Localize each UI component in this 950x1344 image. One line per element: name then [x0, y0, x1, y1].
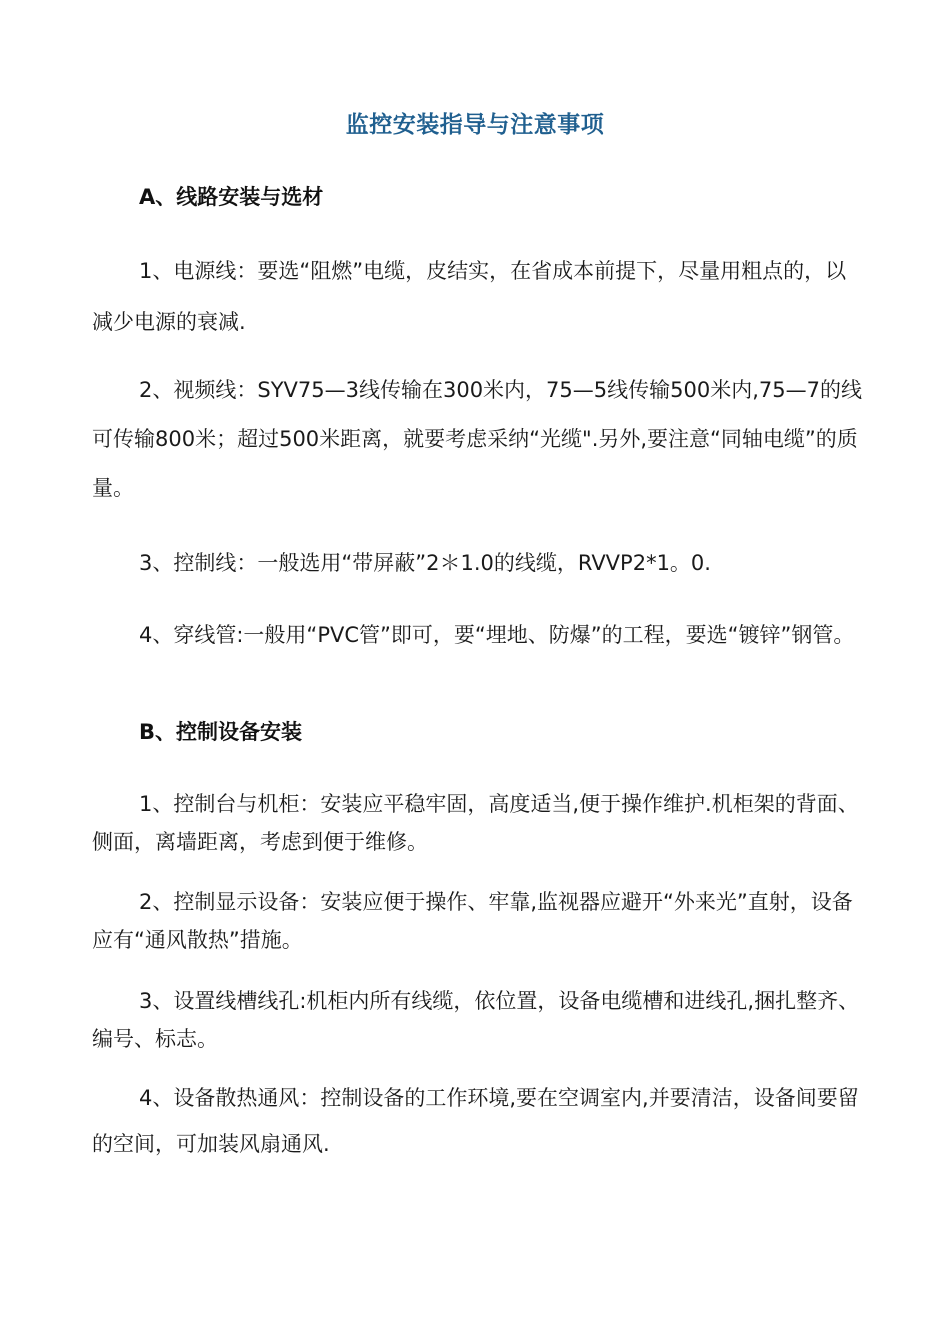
document-title: 监控安装指导与注意事项 — [345, 112, 605, 138]
section-b-heading: B、控制设备安装 — [139, 720, 303, 744]
section-a-item-3: 3、控制线：一般选用“带屏蔽”2＊1.0的线缆，RVVP2*1。0. — [139, 551, 711, 575]
section-b-item-2: 2、控制显示设备：安装应便于操作、牢靠,监视器应避开“外来光”直射，设备应有“通风散热”措施。 — [92, 890, 853, 952]
section-b-item-4: 4、设备散热通风：控制设备的工作环境,要在空调室内,并要清洁，设备间要留的空间，可加装风扇通风. — [92, 1086, 859, 1156]
section-a-heading: A、线路安装与选材 — [139, 185, 324, 209]
section-b-item-1: 1、控制台与机柜：安装应平稳牢固，高度适当,便于操作维护.机柜架的背面、侧面，离墙距离，考虑到便于维修。 — [92, 792, 859, 854]
section-a-item-4: 4、穿线管:一般用“PVC管”即可，要“埋地、防爆”的工程，要选“镀锌”钢管。 — [139, 623, 855, 647]
section-b-item-3: 3、设置线槽线孔:机柜内所有线缆，依位置，设备电缆槽和进线孔,捆扎整齐、编号、标志。 — [92, 989, 860, 1051]
section-a-item-1: 1、电源线：要选“阻燃”电缆，皮结实，在省成本前提下，尽量用粗点的，以减少电源的衰减. — [92, 259, 847, 334]
section-a-item-2: 2、视频线：SYV75—3线传输在300米内，75—5线传输500米内,75—7的线可传输800米；超过500米距离，就要考虑采纳“光缆".另外,要注意“同轴电缆”的质量。 — [92, 378, 862, 500]
